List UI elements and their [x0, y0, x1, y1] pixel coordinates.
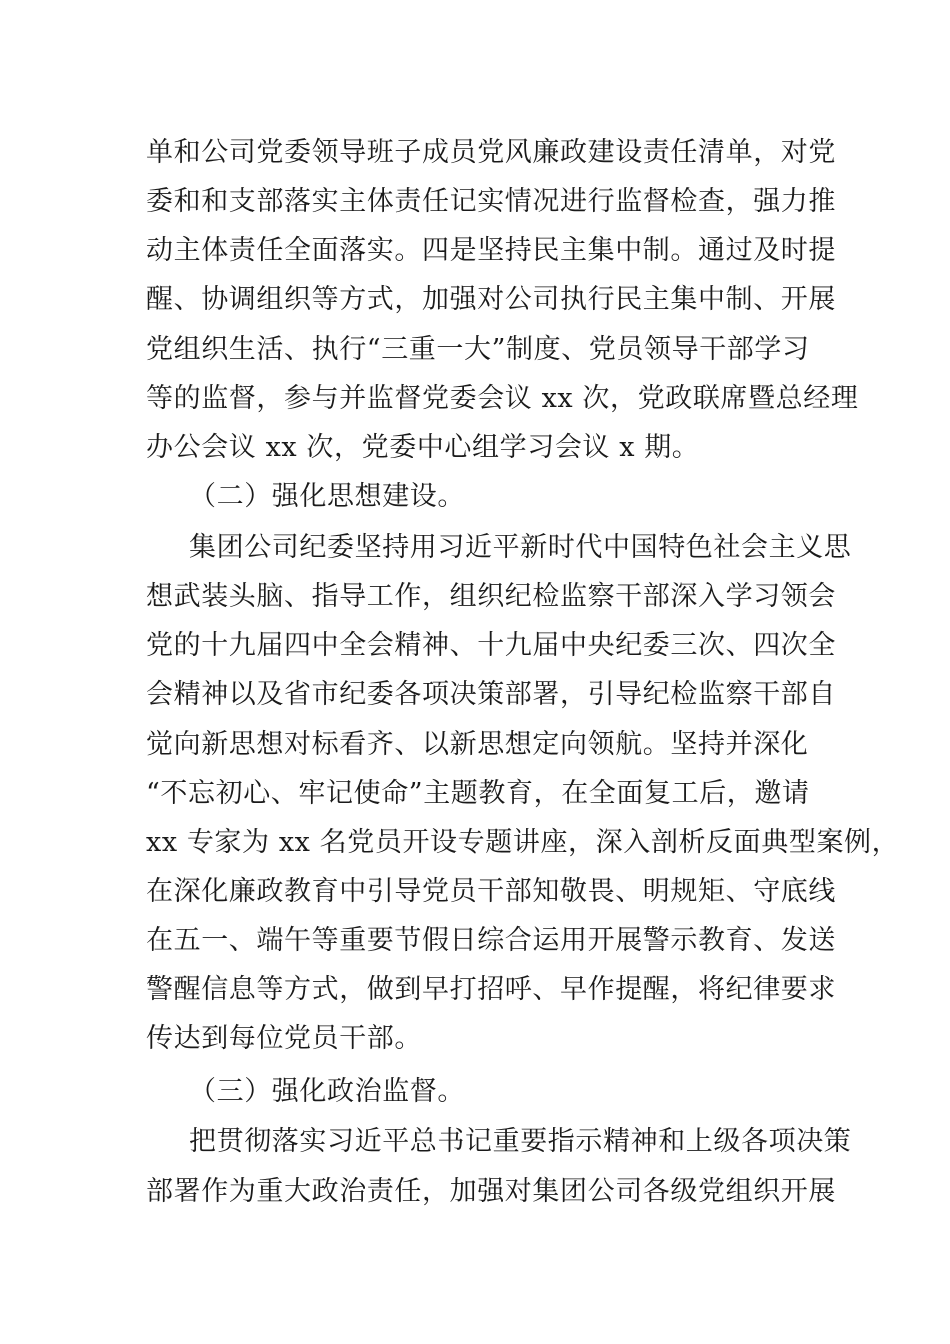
text-line: 在五一、端午等重要节假日综合运用开展警示教育、发送: [146, 925, 836, 956]
text-line: 办公会议 xx 次，党委中心组学习会议 x 期。: [146, 432, 700, 463]
section-heading: （二）强化思想建设。: [189, 481, 465, 512]
text-line: 觉向新思想对标看齐、以新思想定向领航。坚持并深化: [146, 729, 809, 760]
text-line: 想武装头脑、指导工作，组织纪检监察干部深入学习领会: [146, 581, 836, 612]
text-line: 委和和支部落实主体责任记实情况进行监督检查，强力推: [146, 186, 836, 217]
text-line: 会精神以及省市纪委各项决策部署，引导纪检监察干部自: [146, 679, 836, 710]
section-heading: （三）强化政治监督。: [189, 1076, 465, 1107]
text-line: 党组织生活、执行“三重一大”制度、党员领导干部学习: [146, 334, 810, 365]
text-line: 部署作为重大政治责任，加强对集团公司各级党组织开展: [146, 1176, 836, 1207]
text-line: 警醒信息等方式，做到早打招呼、早作提醒，将纪律要求: [146, 974, 836, 1005]
text-line: 党的十九届四中全会精神、十九届中央纪委三次、四次全: [146, 630, 836, 661]
text-line: 动主体责任全面落实。四是坚持民主集中制。通过及时提: [146, 235, 836, 266]
text-line: 单和公司党委领导班子成员党风廉政建设责任清单，对党: [146, 137, 836, 168]
text-line: 在深化廉政教育中引导党员干部知敬畏、明规矩、守底线: [146, 876, 836, 907]
text-line: 传达到每位党员干部。: [146, 1023, 422, 1054]
text-line: 等的监督，参与并监督党委会议 xx 次，党政联席暨总经理: [146, 383, 859, 414]
text-line: xx 专家为 xx 名党员开设专题讲座，深入剖析反面典型案例，: [146, 827, 900, 858]
paragraph-first-line: 集团公司纪委坚持用习近平新时代中国特色社会主义思: [189, 532, 852, 563]
text-line: 醒、协调组织等方式，加强对公司执行民主集中制、开展: [146, 284, 836, 315]
text-line: “不忘初心、牢记使命”主题教育，在全面复工后，邀请: [146, 778, 810, 809]
paragraph-first-line: 把贯彻落实习近平总书记重要指示精神和上级各项决策: [189, 1126, 852, 1157]
